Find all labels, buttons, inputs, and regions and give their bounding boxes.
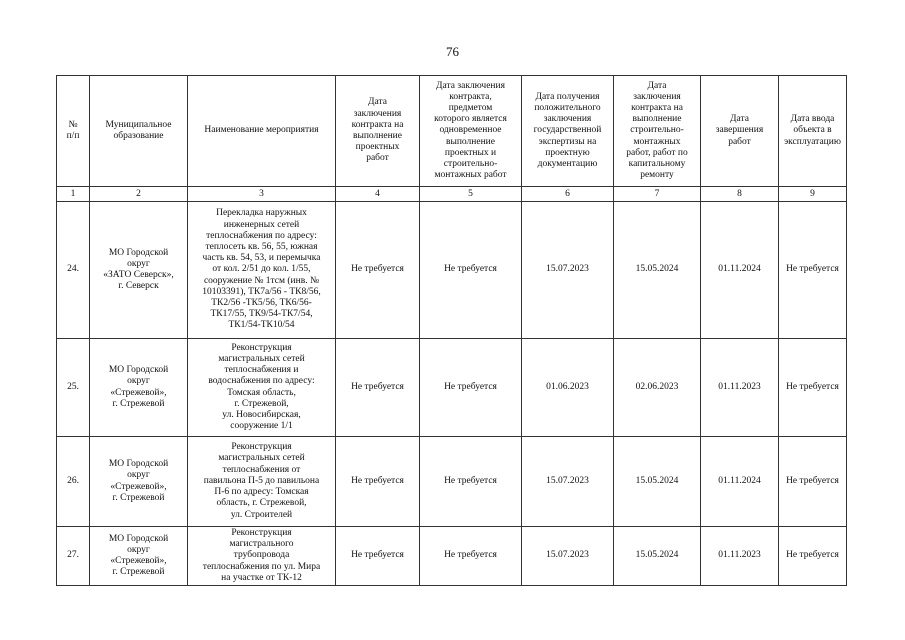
column-number: 6 xyxy=(522,187,614,202)
row-expertise-date: 15.07.2023 xyxy=(522,437,614,527)
row-design-contract: Не требуется xyxy=(336,339,420,437)
header-activity: Наименование мероприятия xyxy=(188,76,336,187)
row-activity: Перекладка наружных инженерных сетей теплоснабжения по адресу: теплосеть кв. 56, 55, южная часть кв. 54, 53, и перемычка от кол. 2/51 до кол. 1/55, сооружение № 1тсм (инв. № 10103391), ТК7а/56 - ТК8/56, ТК2/56 -ТК5/56, ТК6/56- ТК17/55, ТК9/54-ТК7/54, ТК1/54-ТК10/54 xyxy=(188,202,336,339)
row-construction-contract: 15.05.2024 xyxy=(614,527,701,586)
row-commissioning-date: Не требуется xyxy=(779,339,847,437)
row-number: 25. xyxy=(57,339,90,437)
row-municipality: МО Городской округ «Стрежевой», г. Стрежевой xyxy=(90,527,188,586)
row-number: 24. xyxy=(57,202,90,339)
row-combined-contract: Не требуется xyxy=(420,202,522,339)
row-construction-contract: 02.06.2023 xyxy=(614,339,701,437)
header-commissioning-date: Дата ввода объекта в эксплуатацию xyxy=(779,76,847,187)
row-construction-contract: 15.05.2024 xyxy=(614,437,701,527)
row-activity: Реконструкция магистрального трубопровода теплоснабжения по ул. Мира на участке от ТК-12 xyxy=(188,527,336,586)
row-completion-date: 01.11.2024 xyxy=(701,437,779,527)
row-design-contract: Не требуется xyxy=(336,527,420,586)
table-header-row xyxy=(57,76,847,187)
row-combined-contract: Не требуется xyxy=(420,437,522,527)
row-construction-contract: 15.05.2024 xyxy=(614,202,701,339)
row-expertise-date: 15.07.2023 xyxy=(522,527,614,586)
row-completion-date: 01.11.2023 xyxy=(701,527,779,586)
table-row xyxy=(57,339,847,437)
row-number: 26. xyxy=(57,437,90,527)
header-municipality: Муниципальное образование xyxy=(90,76,188,187)
column-number: 9 xyxy=(779,187,847,202)
column-number: 1 xyxy=(57,187,90,202)
row-commissioning-date: Не требуется xyxy=(779,202,847,339)
row-combined-contract: Не требуется xyxy=(420,527,522,586)
row-expertise-date: 01.06.2023 xyxy=(522,339,614,437)
table-row xyxy=(57,202,847,339)
column-number: 4 xyxy=(336,187,420,202)
row-completion-date: 01.11.2023 xyxy=(701,339,779,437)
row-activity: Реконструкция магистральных сетей теплоснабжения и водоснабжения по адресу: Томская область, г. Стрежевой, ул. Новосибирская, сооружение 1/1 xyxy=(188,339,336,437)
column-number-row xyxy=(57,187,847,202)
activities-table xyxy=(56,75,847,586)
header-combined-contract: Дата заключения контракта, предметом которого является одновременное выполнение проектных и строительно- монтажных работ xyxy=(420,76,522,187)
header-number: № п/п xyxy=(57,76,90,187)
column-number: 7 xyxy=(614,187,701,202)
row-number: 27. xyxy=(57,527,90,586)
column-number: 8 xyxy=(701,187,779,202)
header-design-contract: Дата заключения контракта на выполнение проектных работ xyxy=(336,76,420,187)
row-municipality: МО Городской округ «Стрежевой», г. Стрежевой xyxy=(90,339,188,437)
row-activity: Реконструкция магистральных сетей теплоснабжения от павильона П-5 до павильона П-6 по адресу: Томская область, г. Стрежевой, ул. Строителей xyxy=(188,437,336,527)
column-number: 3 xyxy=(188,187,336,202)
column-number: 5 xyxy=(420,187,522,202)
row-municipality: МО Городской округ «ЗАТО Северск», г. Северск xyxy=(90,202,188,339)
table-row xyxy=(57,527,847,586)
page-number: 76 xyxy=(446,44,459,59)
row-design-contract: Не требуется xyxy=(336,202,420,339)
row-completion-date: 01.11.2024 xyxy=(701,202,779,339)
row-commissioning-date: Не требуется xyxy=(779,527,847,586)
row-commissioning-date: Не требуется xyxy=(779,437,847,527)
table-row xyxy=(57,437,847,527)
header-construction-contract: Дата заключения контракта на выполнение строительно- монтажных работ, работ по капитальному ремонту xyxy=(614,76,701,187)
column-number: 2 xyxy=(90,187,188,202)
row-expertise-date: 15.07.2023 xyxy=(522,202,614,339)
header-completion-date: Дата завершения работ xyxy=(701,76,779,187)
header-expertise-date: Дата получения положительного заключения государственной экспертизы на проектную документацию xyxy=(522,76,614,187)
row-design-contract: Не требуется xyxy=(336,437,420,527)
row-municipality: МО Городской округ «Стрежевой», г. Стрежевой xyxy=(90,437,188,527)
row-combined-contract: Не требуется xyxy=(420,339,522,437)
